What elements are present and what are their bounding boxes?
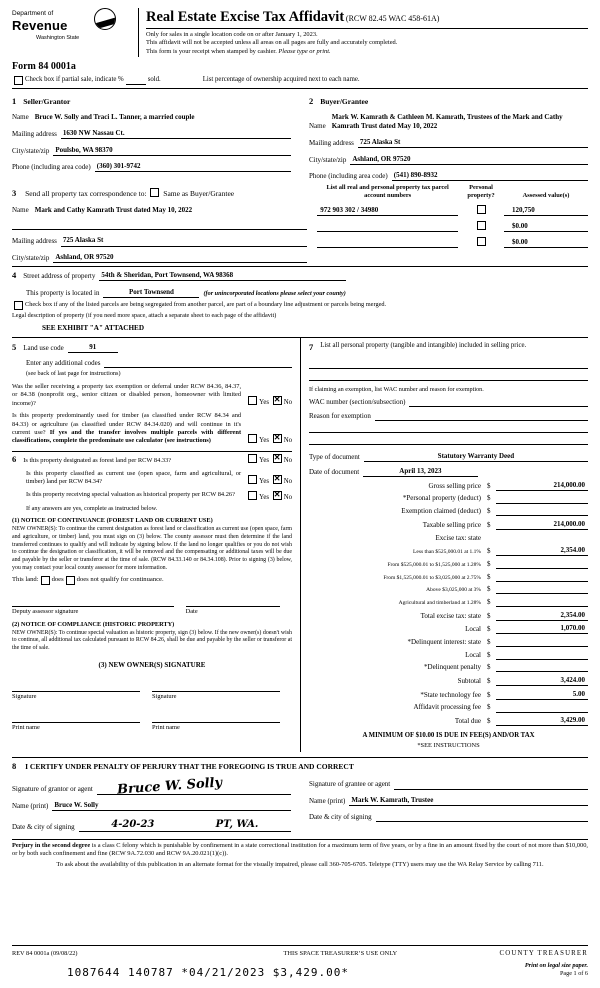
land-use-code-row: 5 Land use code 91 [12,342,292,353]
print-name-label: Print name [152,724,180,732]
buyer-phone-row: Phone (including area code) (541) 890-8932 [309,171,588,181]
correspondence-parcels-section [12,184,588,263]
parcel-table-header [317,184,588,199]
additional-codes-field[interactable] [104,359,292,368]
divider [12,451,292,452]
additional-codes-note: (see back of last page for instructions) [26,370,121,378]
deputy-assessor-label: Deputy assessor signature [12,608,79,616]
grantee-signature-field[interactable] [394,781,588,790]
grantor-signature-row: Signature of grantor or agent Bruce W. Solly [12,780,291,794]
signature-label: Signature [152,692,177,700]
historic-property-question: Is this property receiving special valuation as historical property per RCW 84.26? Yes ✕ No [12,491,292,503]
s5q2-yes-checkbox[interactable] [248,434,257,443]
excise-row: *Personal property (deduct) $ [309,494,588,503]
legal-size-note: Print on legal size paper. [524,962,588,970]
correspondence-city-row: City/state/zip Ashland, OR 97520 [12,253,307,263]
excise-row: Above $3,025,000 at 3% $ [309,585,588,594]
seller-title: Seller/Grantor [23,96,71,106]
s6q1-yes-checkbox[interactable] [248,454,257,463]
forest-land-question: 6 Is this property designated as forest land per RCW 84.33? Yes ✕ No [12,454,292,466]
header-note-3: This form is your receipt when stamped by cashier. Please type or print. [146,48,331,56]
grantor-date: 4-20-23 [111,818,155,830]
grantor-printed-name: Bruce W. Solly [52,801,291,811]
document-date: April 13, 2023 [363,467,477,477]
title-block [138,8,588,57]
minimum-due-note: A MINIMUM OF $10.00 IS DUE IN FEE(S) AND/OR TAX [362,732,535,740]
county-treasurer-label: COUNTY TREASURER [499,949,588,957]
buyer-mailing: 725 Alaska St [358,138,588,148]
street-address-row: 4 Street address of property 54th & Sheridan, Port Townsend, WA 98368 [12,270,588,281]
exemption-deferral-question: Was the seller receiving a property tax exemption or deferral under RCW 84.36, 84.37, or 84.38 (nonprofit org., senior citizen or disabled person, homeowner with limited income)? Yes ✕ No [12,383,292,408]
correspondence-name-overflow-field[interactable] [12,220,307,230]
dor-logo [12,8,138,57]
does-checkbox[interactable] [41,576,50,585]
excise-row: Total due $ 3,429.00 [309,716,588,726]
notice-compliance-body: NEW OWNER(S): To continue special valuation as historic property, sign (3) below. If the new owner(s) doesn't wish to continue, all additional tax calculated pursuant to RCW 84.26, shall be due and payable by the seller or transferor at the time of sale. [12,629,292,652]
deputy-assessor-signature-field[interactable] [12,597,174,607]
divider [12,266,588,267]
document-type: Statutory Warranty Deed [364,452,588,462]
does-not-checkbox[interactable] [66,576,75,585]
seller-name-row: Name Bruce W. Solly and Traci L. Tanner, a married couple [12,113,291,122]
accessibility-note: To ask about the availability of this publication in an alternate format for the visually impaired, please call 360-705-6705. Teletype (TTY) users may use the WA Relay Service by calling 711. [56,860,544,868]
owner-signature-field[interactable] [152,682,280,692]
notice-compliance-title: (2) NOTICE OF COMPLIANCE (HISTORIC PROPERTY) [12,620,175,628]
parcel-table [317,184,588,263]
signature-label: Signature [12,692,37,700]
personal-property-col-header: Personal property? [467,184,495,199]
s6q2-no-checkbox[interactable] [273,475,282,484]
excise-row: *Delinquent penalty $ [309,663,588,672]
exemption-reason-field[interactable] [309,421,588,433]
seller-phone: (360) 301-9742 [95,162,291,172]
document-type-row: Type of document Statutory Warranty Deed [309,452,588,462]
parcel-row [317,205,588,216]
page-number: Page 1 of 6 [559,970,588,978]
partial-sale-percent-field[interactable] [126,77,146,85]
grantor-name-row: Name (print) Bruce W. Solly [12,801,291,811]
document-date-row: Date of document April 13, 2023 [309,467,588,477]
section-correspondence: 3 Send all property tax correspondence to: Same as Buyer/Grantee Name Mark and Cathy Kamrath Trust dated May 10, 2022 Mailing address 725 Alaska St City/state/zip Ashland, OR 97520 [12,184,317,263]
located-in-note: (for unincorporated locations please select your county) [203,289,346,297]
section-land-use [12,342,292,446]
excise-row: Total excise tax: state $ 2,354.00 [309,611,588,621]
parcel-number [317,239,458,248]
dor-washington-state: Washington State [36,35,80,42]
grantor-signature: Bruce W. Solly [116,775,223,799]
excise-row: *State technology fee $ 5.00 [309,690,588,700]
land-qualify-row: This land: does does not qualify for continuance. [12,576,164,584]
legal-description-label: Legal description of property (if you need more space, attach a separate sheet to each page of the affidavit) [12,312,277,320]
new-owners-signature-title: (3) NEW OWNER(S) SIGNATURE [98,660,206,669]
personal-property-intro: 7 List all personal property (tangible and intangible) included in selling price. [309,341,527,352]
seller-mailing-row: Mailing address 1630 NW Nassau Ct. [12,129,291,139]
footer [12,945,588,982]
rcw-reference: (RCW 82.45 WAC 458-61A) [345,14,440,23]
exemption-reason-row: Reason for exemption [309,412,588,421]
owner-signature-row [12,682,292,701]
located-in-row: This property is located in Port Townsend (for unincorporated locations please select your county) [26,287,346,297]
parcel-row [317,221,588,232]
segregated-checkbox[interactable] [14,301,23,310]
header-notes [146,29,588,57]
personal-property-field[interactable] [309,369,588,381]
buyer-mailing-row: Mailing address 725 Alaska St [309,138,588,148]
correspondence-city: Ashland, OR 97520 [53,253,307,263]
excise-row: Less than $525,000.01 at 1.1% $ 2,354.00 [309,546,588,556]
buyer-name-row: Name Mark W. Kamrath & Cathleen M. Kamrath, Trustees of the Mark and Cathy Kamrath Trust dated May 10, 2022 [309,113,588,131]
excise-row: From $525,000.01 to $1,525,000 at 1.28% $ [309,560,588,569]
grantee-date-city-row: Date & city of signing [309,813,588,822]
s6q3-no-checkbox[interactable] [273,491,282,500]
owner-print-name-field[interactable] [12,713,140,723]
section-certify: 8 I CERTIFY UNDER PENALTY OF PERJURY THAT THE FOREGOING IS TRUE AND CORRECT Signature of grantor or agent Bruce W. Solly Name (print) Bruce W. Solly Date & city of signing 4-20-23 PT, WA. Signature of grantee or agent Name (print) Mark W. Kamrath, Trustee Date & city of signing [12,757,588,831]
parcel-number: 972 903 302 / 34980 [317,206,458,216]
buyer-name: Mark W. Kamrath & Cathleen M. Kamrath, Trustees of the Mark and Cathy Kamrath Trust dated May 10, 2022 [331,113,563,131]
notice-continuance-title: (1) NOTICE OF CONTINUANCE (FOREST LAND OR CURRENT USE) [12,517,213,525]
grantor-date-city-row: Date & city of signing 4-20-23 PT, WA. [12,818,291,832]
grantee-signature-row: Signature of grantee or agent [309,780,588,789]
middle-columns [12,337,588,753]
perjury-text: Perjury in the second degree is a class C felony which is punishable by confinement in a state correctional institution for a maximum term of five years, or by a fine in an amount fixed by the court of not more than $10,000, or by both such confinement and fine (RCW 9A.72.030 and RCW 9A.20.021(1)(c)). [12,841,588,858]
located-in: Port Townsend [103,288,199,298]
segregated-row [12,301,588,310]
dor-logo-icon [94,8,116,30]
additional-codes-row: Enter any additional codes [12,359,292,368]
print-name-label: Print name [12,724,40,732]
perjury-statement [12,839,588,870]
correspondence-mailing: 725 Alaska St [61,236,307,246]
if-yes-note: If any answers are yes, complete as instructed below. [26,504,158,512]
owner-signature-field[interactable] [12,682,140,692]
notice-continuance-body: NEW OWNER(S): To continue the current designation as forest land or classification as current use (open space, farm and agriculture, or timber) land, you must sign on (3) below. The county assessor must then determine if the land transferred continues to qualify and will indicate by signing below. If the land no longer qualifies or you do not wish to continue the designation or classification, it will be removed and the compensating or additional taxes will be due and payable by the seller or transferor at the time of sale. (RCW 84.33.140 or 84.34.108). Prior to signing (3) below, you may contact your local county assessor for more information. [12,526,292,571]
grantor-date-city-field[interactable] [79,818,291,832]
personal-property-field[interactable] [309,357,588,369]
assessed-value: 120,750 [504,206,588,216]
personal-property-checkbox[interactable] [477,221,486,230]
divider [12,88,588,89]
wac-number-row: WAC number (section/subsection) [309,398,588,407]
seller-phone-row: Phone (including area code) (360) 301-9742 [12,162,291,172]
excise-row: Affidavit processing fee $ [309,703,588,712]
ownership-note: List percentage of ownership acquired next to each name. [202,75,360,83]
exemption-reason-field[interactable] [309,433,588,445]
dor-revenue: Revenue [12,18,68,34]
same-as-buyer-label: Same as Buyer/Grantee [163,189,235,199]
excise-row: Agricultural and timberland at 1.28% $ [309,598,588,607]
header-note-1: Only for sales in a single location code on or after January 1, 2023. [146,30,318,38]
assessed-value: $0.00 [504,222,588,232]
certify-title: I CERTIFY UNDER PENALTY OF PERJURY THAT THE FOREGOING IS TRUE AND CORRECT [25,762,354,772]
grantee-date-city-field[interactable] [376,813,588,822]
legal-description-value: SEE EXHIBIT "A" ATTACHED [42,324,145,333]
owner-print-name-field[interactable] [152,713,280,723]
form-title: Real Estate Excise Tax Affidavit [146,9,345,25]
seller-city: Poulsbo, WA 98370 [53,146,291,156]
parcel-row [317,237,588,248]
partial-sale-row [12,76,588,85]
s6q1-no-checkbox[interactable] [273,454,282,463]
s5q1-no-checkbox[interactable] [273,396,282,405]
personal-property-checkbox[interactable] [477,237,486,246]
excise-row: Excise tax: state [435,533,481,542]
assessed-value-col-header: Assessed value(s) [522,191,570,199]
section-seller: 1 Seller/Grantor Name Bruce W. Solly and Traci L. Tanner, a married couple Mailing address 1630 NW Nassau Ct. City/state/zip Poulsbo, WA 98370 Phone (including area code) (360) 301-9742 [12,92,305,182]
personal-property-checkbox[interactable] [477,205,486,214]
partial-sale-label: Check box if partial sale, indicate % [25,75,124,83]
correspondence-name-row: Name Mark and Cathy Kamrath Trust dated May 10, 2022 [12,206,307,215]
s5q2-no-checkbox[interactable] [273,434,282,443]
assessed-value: $0.00 [504,238,588,248]
wac-number-field[interactable] [409,398,588,407]
street-address: 54th & Sheridan, Port Townsend, WA 98368 [99,271,345,281]
grantee-name-row: Name (print) Mark W. Kamrath, Trustee [309,796,588,806]
excise-row: Local $ [309,651,588,660]
same-as-buyer-checkbox[interactable] [150,188,159,197]
buyer-city-row: City/state/zip Ashland, OR 97520 [309,155,588,165]
land-use-code: 91 [68,343,118,353]
parcel-number [317,223,458,232]
treasurer-stamp: 1087644 140787 *04/21/2023 $3,429.00* [67,965,350,979]
exemption-note: If claiming an exemption, list WAC number and reason for exemption. [309,385,484,393]
timber-agriculture-question: Is this property predominantly used for timber (as classified under RCW 84.34 and 84.33) or agriculture (as classified under RCW 84.34.020) and will continue in it's current use? If yes and the transfer involves multiple parcels with different classifications, complete the predominate use calculator (see instructions) Yes ✕ No [12,412,292,445]
header-note-2: This affidavit will not be accepted unless all areas on all pages are fully and accurately completed. [146,39,398,47]
parcel-col-header: List all real and personal property tax parcel account numbers [326,184,449,199]
section-selling-price [300,338,588,753]
deputy-date-label: Date [185,608,198,616]
see-instructions-note: *SEE INSTRUCTIONS [417,742,480,750]
section-buyer: 2 Buyer/Grantee Name Mark W. Kamrath & Cathleen M. Kamrath, Trustees of the Mark and Cathy Kamrath Trust dated May 10, 2022 Mailing address 725 Alaska St City/state/zip Ashland, OR 97520 Phone (including area code) (541) 890-8932 [305,92,588,182]
excise-row: Local $ 1,070.00 [309,624,588,634]
buyer-city: Ashland, OR 97520 [350,155,588,165]
excise-row: *Delinquent interest: state $ [309,638,588,647]
s5q1-yes-checkbox[interactable] [248,396,257,405]
owner-print-name-row [12,713,292,732]
segregated-label: Check box if any of the listed parcels are being segregated from another parcel, are part of a boundary line adjustment or parcels being merged. [25,301,387,309]
grantor-city: PT, WA. [215,818,259,830]
buyer-title: Buyer/Grantee [320,96,369,106]
treasurer-space-label: THIS SPACE TREASURER’S USE ONLY [283,949,398,957]
partial-sale-checkbox[interactable] [14,76,23,85]
excise-row: Gross selling price $ 214,000.00 [309,481,588,491]
seller-mailing: 1630 NW Nassau Ct. [61,129,291,139]
excise-row: Subtotal $ 3,424.00 [309,676,588,686]
seller-name: Bruce W. Solly and Traci L. Tanner, a married couple [34,113,195,122]
excise-row: Exemption claimed (deduct) $ [309,507,588,516]
deputy-date-field[interactable] [186,597,280,607]
form-number: Form 84 0001a [12,60,76,72]
buyer-phone: (541) 890-8932 [392,171,588,181]
excise-row: Taxable selling price $ 214,000.00 [309,520,588,530]
deputy-assessor-row [12,597,292,616]
exemption-reason-field[interactable] [375,412,588,421]
correspondence-name: Mark and Cathy Kamrath Trust dated May 10, 2022 [34,205,193,214]
partial-sale-suffix: sold. [147,75,161,83]
dor-dept-of: Department of [12,10,54,17]
section-designations [12,454,292,733]
section-property [12,270,588,334]
excise-row: From $1,525,000.01 to $3,025,000 at 2.75% $ [309,573,588,582]
rev-number: REV 84 0001a (09/08/22) [12,949,78,957]
s6q3-yes-checkbox[interactable] [248,491,257,500]
seller-city-row: City/state/zip Poulsbo, WA 98370 [12,146,291,156]
left-column [12,338,300,753]
current-use-question: Is this property classified as current use (open space, farm and agricultural, or timber) land per RCW 84.34? Yes ✕ No [12,470,292,487]
seller-buyer-section [12,92,588,182]
s6q2-yes-checkbox[interactable] [248,475,257,484]
grantee-printed-name: Mark W. Kamrath, Trustee [349,796,588,806]
header [12,8,588,57]
correspondence-mailing-row: Mailing address 725 Alaska St [12,236,307,246]
correspondence-label: Send all property tax correspondence to: [25,189,147,199]
